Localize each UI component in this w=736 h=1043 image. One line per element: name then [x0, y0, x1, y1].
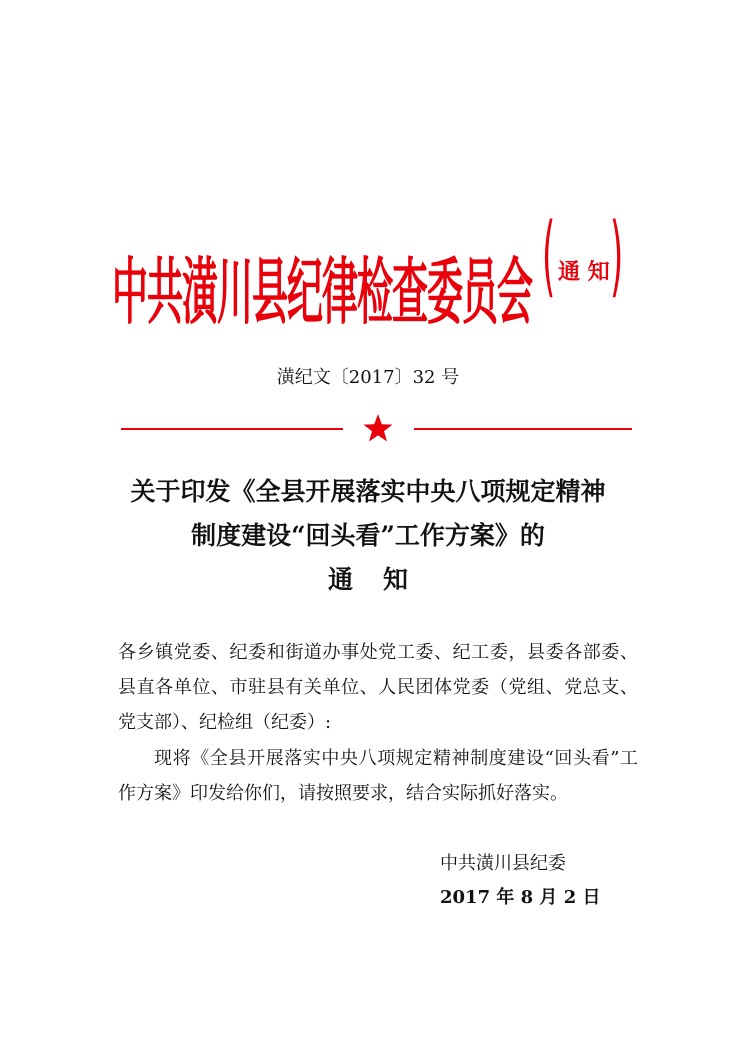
document-masthead — [112, 195, 632, 335]
addressee-paragraph: 各乡镇党委、纪委和街道办事处党工委、纪工委，县委各部委、县直各单位、市驻县有关单位、人民团体党委（党组、党总支、党支部）、纪检组（纪委）: — [118, 642, 638, 733]
document-type: 通 知 — [558, 260, 610, 285]
title-line-3: 通知 — [327, 565, 438, 594]
red-divider-right — [414, 428, 632, 430]
issuing-organization: 中共潢川县纪律检查委员会 — [112, 253, 533, 335]
star-icon — [362, 412, 394, 444]
signature-date: 2017 年 8 月 2 日 — [440, 887, 601, 908]
document-number: 潢纪文〔2017〕32 号 — [276, 367, 460, 388]
red-divider-left — [121, 428, 343, 430]
masthead-open-paren: ( — [542, 205, 556, 309]
body-paragraph: 现将《全县开展落实中央八项规定精神制度建设“回头看”工作方案》印发给你们，请按照要求，结合实际抓好落实。 — [118, 748, 638, 804]
masthead-close-paren: ) — [610, 205, 624, 309]
title-line-1: 关于印发《全县开展落实中央八项规定精神 — [130, 477, 606, 506]
signature-issuer: 中共潢川县纪委 — [440, 853, 566, 874]
title-line-2: 制度建设“回头看”工作方案》的 — [191, 521, 545, 550]
